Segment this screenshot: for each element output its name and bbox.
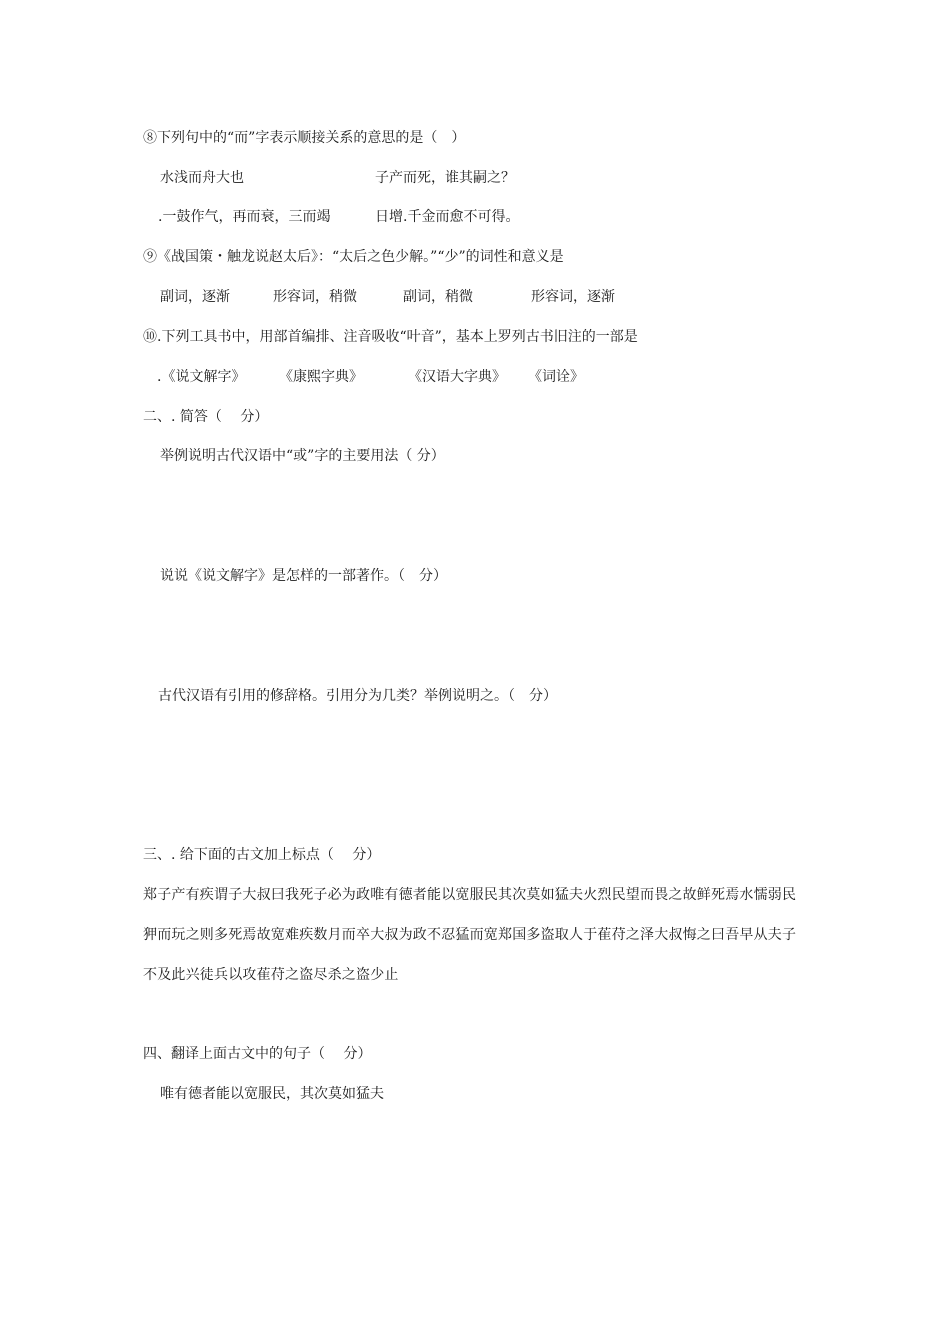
question-10-stem: ⑩.下列工具书中，用部首编排、注音吸收“叶音”，基本上罗列古书旧注的一部是 — [143, 329, 638, 345]
question-9-stem: ⑨《战国策・触龙说赵太后》：“太后之色少解。”“少”的词性和意义是 — [143, 249, 564, 265]
section-2-question-3: 古代汉语有引用的修辞格。引用分为几类？举例说明之。（ 分） — [158, 688, 557, 704]
section-4-sentence: 唯有德者能以宽服民，其次莫如猛夫 — [160, 1086, 384, 1102]
question-9-option-d: 形容词，逐渐 — [531, 289, 615, 305]
passage-line-1: 郑子产有疾谓子大叔曰我死子必为政唯有德者能以宽服民其次莫如猛夫火烈民望而畏之故鲜死焉水懦弱民 — [143, 887, 797, 903]
passage-line-2: 狎而玩之则多死焉故宽难疾数月而卒大叔为政不忍猛而宽郑国多盗取人于萑苻之泽大叔悔之曰吾早从夫子 — [143, 927, 797, 943]
section-2-question-2: 说说《说文解字》是怎样的一部著作。（ 分） — [160, 568, 447, 584]
question-10-option-a: .《说文解字》 — [157, 369, 246, 385]
question-8-option-d: 日增.千金而愈不可得。 — [375, 209, 520, 225]
question-10-option-d: 《词诠》 — [528, 369, 584, 385]
section-2-heading: 二、. 简答（ 分） — [143, 409, 269, 425]
passage-line-3: 不及此兴徒兵以攻萑苻之盗尽杀之盗少止 — [143, 967, 399, 983]
question-8-stem: ⑧下列句中的“而”字表示顺接关系的意思的是（ ） — [143, 130, 466, 146]
section-3-heading: 三、. 给下面的古文加上标点（ 分） — [143, 847, 381, 863]
question-8-option-b: 子产而死，谁其嗣之？ — [375, 170, 515, 186]
question-10-option-c: 《汉语大字典》 — [408, 369, 506, 385]
question-9-option-c: 副词，稍微 — [403, 289, 473, 305]
question-8-option-a: 水浅而舟大也 — [160, 170, 244, 186]
question-8-option-c: .一鼓作气，再而衰，三而竭 — [158, 209, 331, 225]
question-10-option-b: 《康熙字典》 — [279, 369, 363, 385]
question-9-option-b: 形容词，稍微 — [273, 289, 357, 305]
question-9-option-a: 副词，逐渐 — [160, 289, 230, 305]
section-2-question-1: 举例说明古代汉语中“或”字的主要用法（ 分） — [160, 448, 445, 464]
section-4-heading: 四、翻译上面古文中的句子（ 分） — [143, 1046, 372, 1062]
